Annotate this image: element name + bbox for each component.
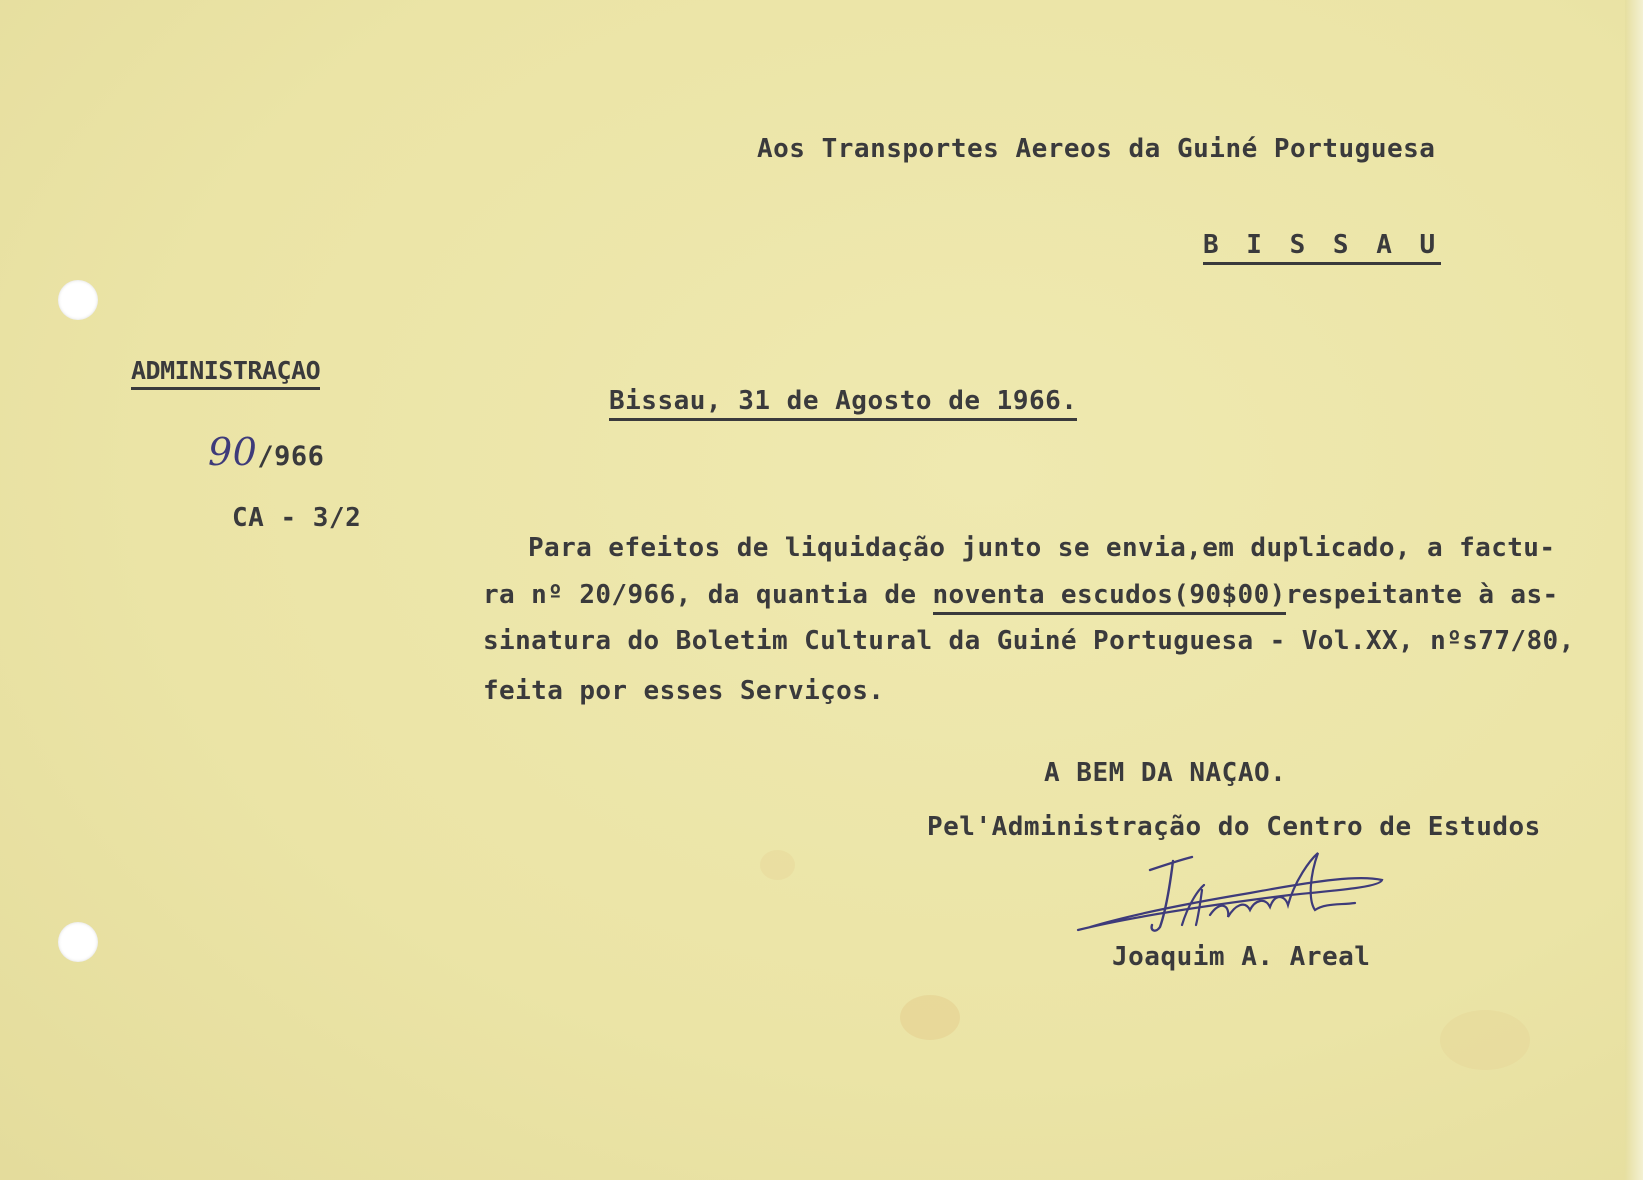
- paper-stain: [900, 995, 960, 1040]
- signature: [1070, 845, 1400, 945]
- paper-edge: [1625, 0, 1643, 1180]
- paper-stain: [760, 850, 795, 880]
- body-line-2-start: ra nº 20/966, da quantia de: [483, 580, 933, 610]
- punch-hole-top: [58, 280, 98, 320]
- reference-number: [208, 430, 324, 474]
- reference-number-handwritten: 90: [208, 430, 258, 474]
- addressee-city: B I S S A U: [1203, 230, 1441, 265]
- body-line-3: sinatura do Boletim Cultural da Guiné Portuguesa - Vol.XX, nºs77/80,: [483, 626, 1575, 656]
- punch-hole-bottom: [58, 922, 98, 962]
- signatory-name: Joaquim A. Areal: [1112, 942, 1371, 972]
- date-line: Bissau, 31 de Agosto de 1966.: [609, 386, 1077, 421]
- reference-year: /966: [257, 441, 325, 472]
- addressee: Aos Transportes Aereos da Guiné Portuguesa: [757, 134, 1436, 164]
- reference-code: CA - 3/2: [232, 503, 362, 533]
- paper-stain: [1440, 1010, 1530, 1070]
- amount: noventa escudos(90$00): [933, 580, 1286, 615]
- closing: A BEM DA NAÇAO.: [1044, 758, 1287, 788]
- body-line-4: feita por esses Serviços.: [483, 676, 885, 706]
- body-line-2: [483, 580, 1559, 610]
- body-line-2-end: respeitante à as-: [1285, 580, 1559, 610]
- signatory-role: Pel'Administração do Centro de Estudos: [927, 812, 1541, 842]
- body-line-1: Para efeitos de liquidação junto se envia,em duplicado, a factu-: [528, 533, 1556, 563]
- department-heading: ADMINISTRAÇAO: [131, 356, 320, 390]
